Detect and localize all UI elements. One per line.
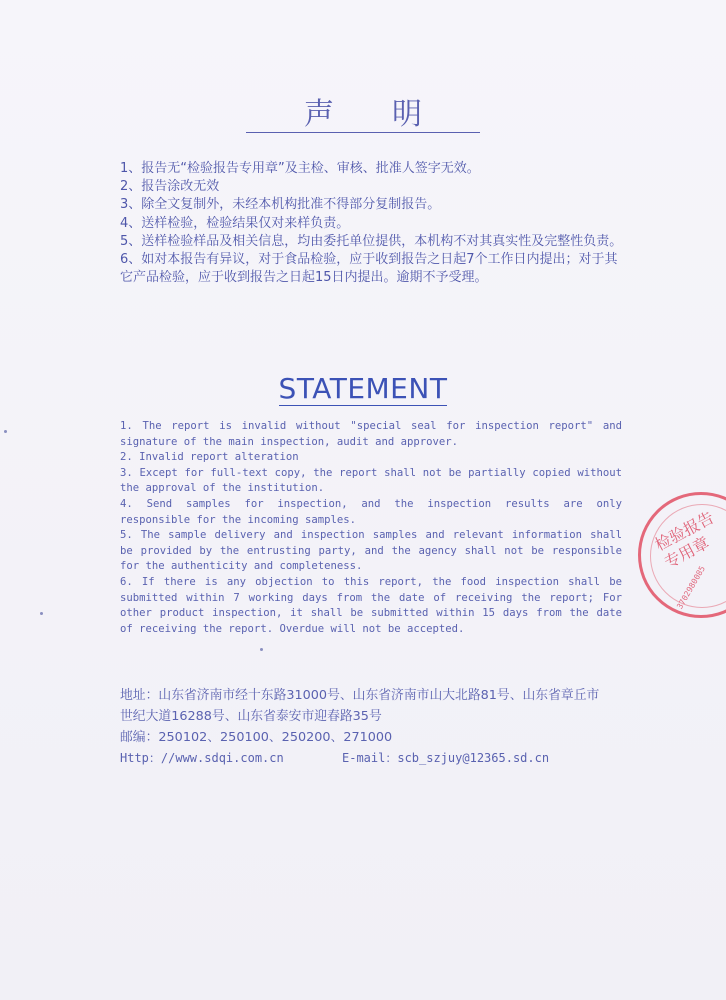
scan-speck: [260, 648, 263, 651]
english-title: [0, 372, 726, 406]
chinese-statement-item: 2、报告涂改无效: [120, 179, 220, 195]
address-text: 地址：山东省济南市经十东路31000号、山东省济南市山大北路81号、山东省章丘市世纪大道16288号、山东省泰安市迎春路35号: [120, 688, 600, 724]
scan-speck: [4, 430, 7, 433]
postcode-text: 邮编：250102、250100、250200、271000: [120, 730, 393, 745]
chinese-statement-item: 1、报告无“检验报告专用章”及主检、审核、批准人签字无效。: [120, 161, 480, 176]
email-link[interactable]: E-mail：scb_szjuy@12365.sd.cn: [342, 751, 550, 765]
english-statement-item: 2. Invalid report alteration: [120, 451, 299, 464]
website-link[interactable]: Http：//www.sdqi.com.cn: [120, 751, 284, 765]
seal-number: 3702980085: [675, 564, 708, 611]
chinese-title: [0, 96, 726, 134]
contact-footer: [120, 685, 600, 769]
chinese-statement-item: 3、除全文复制外，未经本机构批准不得部分复制报告。: [120, 197, 441, 213]
english-statement-item: 1. The report is invalid without "special seal for inspection report" and signature of the main inspection, audit and approver.: [120, 420, 622, 448]
chinese-statement-item: 5、送样检验样品及相关信息，均由委托单位提供，本机构不对其真实性及完整性负责。: [120, 233, 623, 249]
web-contact-row: [120, 748, 600, 769]
seal-text: 检验报告专用章: [651, 507, 718, 573]
chinese-statement-item: 6、如对本报告有异议，对于食品检验，应于收到报告之日起7个工作日内提出；对于其它产品检验，应于收到报告之日起15日内提出。逾期不予受理。: [120, 252, 618, 286]
english-statements: [120, 419, 622, 637]
chinese-statements: [120, 160, 625, 287]
chinese-title-text: 声明: [246, 97, 480, 133]
inspection-seal-stamp: [638, 492, 726, 618]
english-statement-item: 4. Send samples for inspection, and the inspection results are only responsible for the incoming samples.: [120, 497, 622, 526]
english-statement-item: 5. The sample delivery and inspection samples and relevant information shall be provided by the entrusting party, and the agency shall not be responsible for the authenticity and completeness.: [120, 529, 622, 573]
english-title-text: STATEMENT: [278, 372, 448, 405]
chinese-statement-item: 4、送样检验，检验结果仅对来样负责。: [120, 215, 350, 231]
scan-speck: [40, 612, 43, 615]
english-statement-item: 6. If there is any objection to this report, the food inspection shall be submitted within 7 working days from the date of receiving the report; For other product inspection, it shall be submitted within 15 days from the date of receiving the report. Overdue will not be accepted.: [120, 575, 622, 635]
english-statement-item: 3. Except for full-text copy, the report shall not be partially copied without the approval of the institution.: [120, 466, 622, 495]
